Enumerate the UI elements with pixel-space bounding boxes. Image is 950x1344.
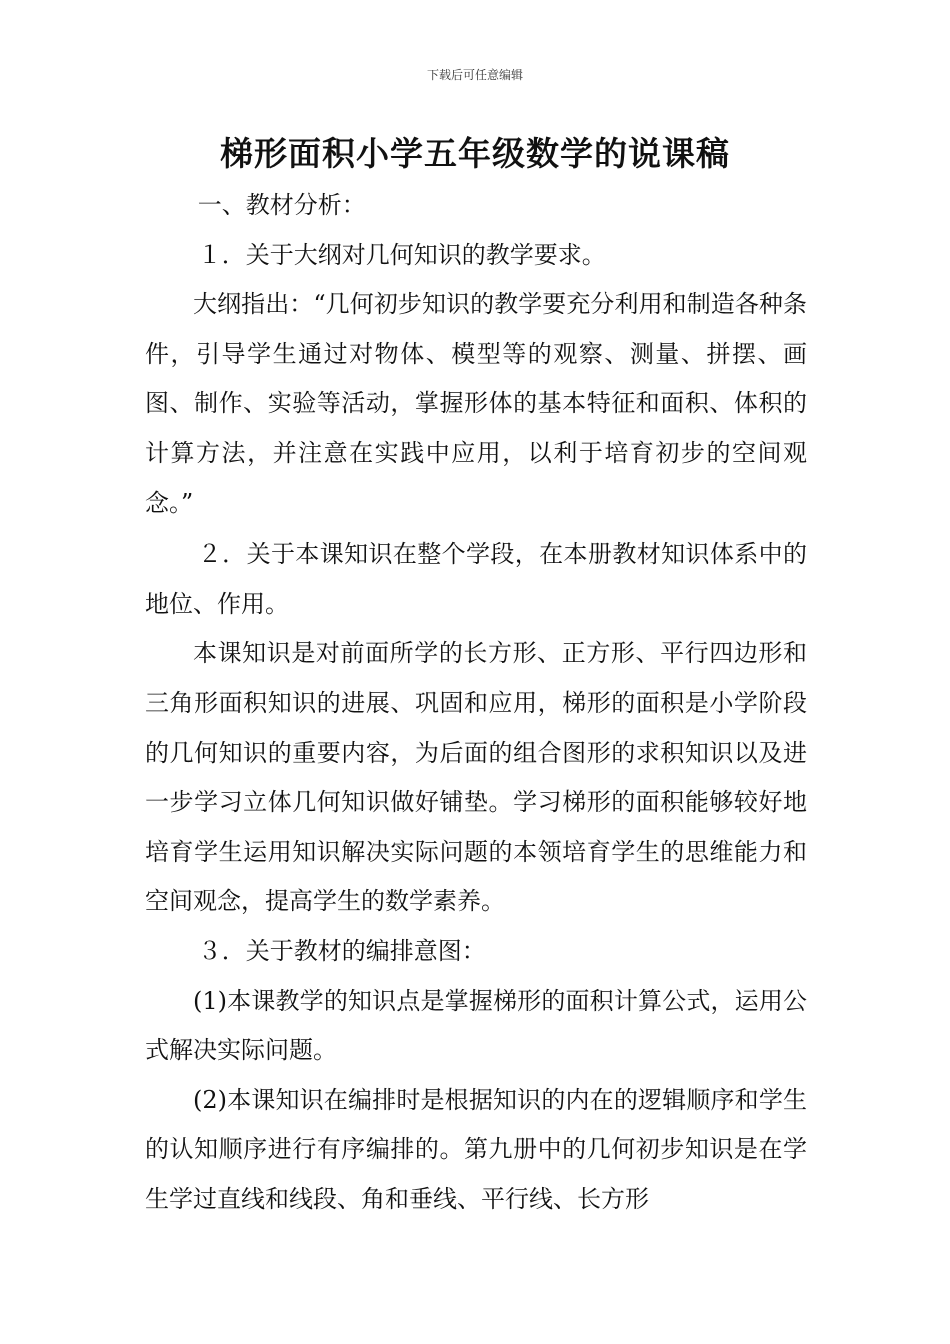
document-body xyxy=(145,181,807,1224)
paragraph: (2)本课知识在编排时是根据知识的内在的逻辑顺序和学生的认知顺序进行有序编排的。第九册中的几何初步知识是在学生学过直线和线段、角和垂线、平行线、长方形 xyxy=(145,1085,807,1213)
paragraph: (1)本课教学的知识点是掌握梯形的面积计算公式，运用公式解决实际问题。 xyxy=(145,986,807,1065)
subsection-heading: ３．关于教材的编排意图： xyxy=(197,936,486,965)
document-title: 梯形面积小学五年级数学的说课稿 xyxy=(220,134,730,173)
paragraph: 大纲指出：“几何初步知识的教学要充分利用和制造各种条件，引导学生通过对物体、模型等的观察、测量、拼摆、画图、制作、实验等活动，掌握形体的基本特征和面积、体积的计算方法，并注意在实践中应用，以利于培育初步的空间观念。” xyxy=(145,290,807,517)
header-note: 下载后可任意编辑 xyxy=(426,68,523,82)
paragraph: 本课知识是对前面所学的长方形、正方形、平行四边形和三角形面积知识的进展、巩固和应用，梯形的面积是小学阶段的几何知识的重要内容，为后面的组合图形的求积知识以及进一步学习立体几何知识做好铺垫。学习梯形的面积能够较好地培育学生运用知识解决实际问题的本领培育学生的思维能力和空间观念，提高学生的数学素养。 xyxy=(145,639,807,916)
subsection-heading: １．关于大纲对几何知识的教学要求。 xyxy=(197,240,606,269)
subsection-heading: ２．关于本课知识在整个学段，在本册教材知识体系中的地位、作用。 xyxy=(145,540,807,618)
section-heading: 一、教材分析： xyxy=(197,191,366,219)
